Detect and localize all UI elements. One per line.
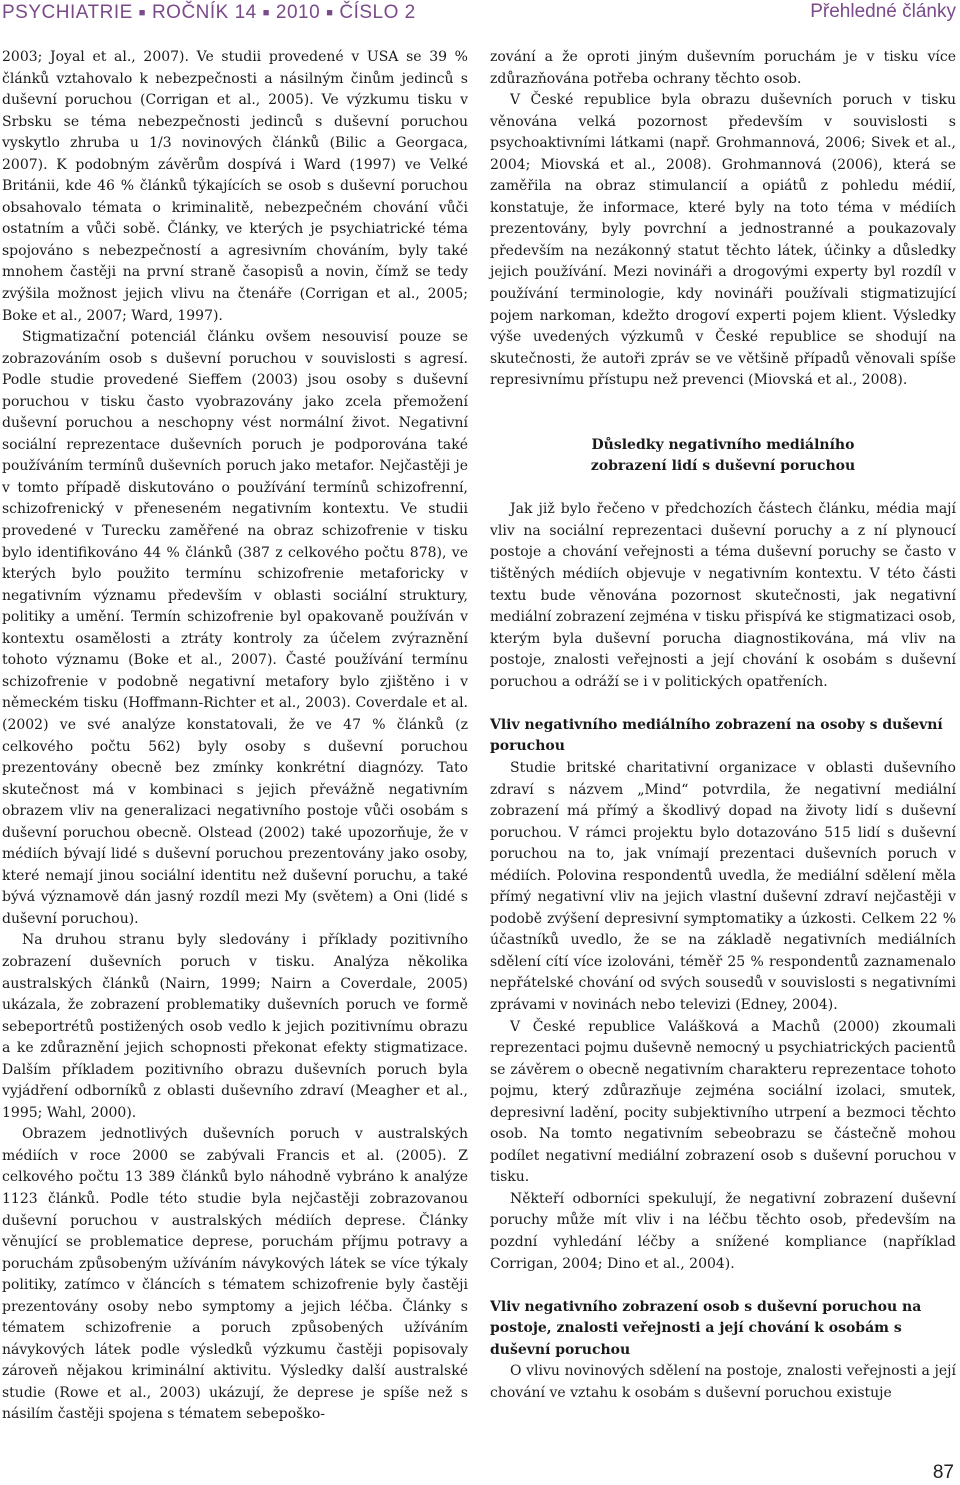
subsection-heading: Vliv negativního mediálního zobrazení na osoby s duševní poruchou: [490, 716, 943, 755]
paragraph: zování a že oproti jiným duševním poruchám je v tisku více zdůrazňována potřeba ochrany těchto osob.: [490, 49, 956, 87]
separator-square-icon: ■: [326, 7, 334, 19]
paragraph: Stigmatizační potenciál článku ovšem nesouvisí pouze se zobrazováním osob s duševní poruchou v souvislosti s agresí. Podle studie provedené Sieffem (2003) jsou osoby s duševní poruchou v tisku často vyobrazovány jako zcela přemožení duševní poruchou a neschopny vést normální život. Negativní sociální reprezentace duševních poruch je podporována také používáním termínů duševních poruch jako metafor. Nejčastěji je v tomto případě diskutováno o používání termínů schizofrenní, schizofrenický v přeneseném negativním kontextu. Ve studii provedené v Turecku zaměřené na obraz schizofrenie v tisku bylo identifikováno 44 % článků (387 z celkového počtu 878), ve kterých bylo použito termínu schizofrenie metaforicky v negativním významu především v oblasti sociální struktury, politiky a umění. Termín schizofrenie byl opakovaně používán v kontextu osamělosti a ztráty kontroly za účelem zvýraznění tohoto významu (Boke et al., 2007). Časté používání termínu schizofrenie v podobně negativní metafory bylo zjištěno i v německém tisku (Hoffmann-Richter et al., 2003). Coverdale et al. (2002) ve své analýze konstatovali, že ve 47 % článků (z celkového počtu 562) byly osoby s duševní poruchou prezentovány obecně bez zmínky konkrétní diagnózy. Tato skutečnost má v kombinaci s jejich převážně negativním obrazem vliv na generalizaci negativního postoje vůči osobám s duševní poruchou obecně. Olstead (2002) také upozorňuje, že v médiích bývají lidé s duševní poruchou prezentovány jako osoby, které nemají jinou sociální identitu než duševní poruchu, a také bývá významově dán jasný rozdíl mezi My (světem) a Oni (lidé s duševní poruchou).: [2, 329, 468, 927]
paragraph: O vlivu novinových sdělení na postoje, znalosti veřejnosti a její chování ve vztahu k osobám s duševní poruchou existuje: [490, 1363, 956, 1401]
left-column: [2, 47, 468, 1426]
right-column: [490, 47, 956, 1404]
spacer: [490, 693, 956, 715]
section-heading: [490, 435, 956, 478]
paragraph: Na druhou stranu byly sledovány i příklady pozitivního zobrazení duševních poruch v tisku. Analýza několika australských článků (Nairn, 1999; Nairn a Coverdale, 2005) ukázala, že zobrazení problematiky duševních poruch ve formě sebeportrétů postižených osob vedlo k jejich pozitivnímu obrazu a ke zdůraznění jejich schopnosti překonat efekty stigmatizace. Dalším příkladem pozitivního obrazu duševních poruch byla vyjádření odborníků z oblasti duševního zdraví (Meagher et al., 1995; Wahl, 2000).: [2, 932, 468, 1121]
paragraph: V České republice byla obrazu duševních poruch v tisku věnována velká pozornost především v souvislosti s psychoaktivními látkami (např. Grohmannová, 2006; Sivek et al., 2004; Miovská et al., 2008). Grohmannová (2006), která se zaměřila na obraz stimulancií a opiátů z pohledu médií, konstatuje, že informace, které byly na toto téma v médiích prezentovány, byly povrchní a jednostranné a poukazovaly především na nezákonný statut těchto látek, účinky a důsledky jejich používání. Mezi novináři a drogovými experty byl rozdíl v používání terminologie, kdy novináři používali stigmatizující pojem narkoman, kdežto drogoví experti pojem klient. Výsledky výše uvedených výzkumů v České republice se shodují na skutečnosti, že autoři zpráv se ve většině případů věnovali spíše represivnímu přístupu než prevenci (Miovská et al., 2008).: [490, 92, 956, 389]
spacer: [490, 478, 956, 500]
paragraph: Obrazem jednotlivých duševních poruch v australských médiích v roce 2000 se zabývali Francis et al. (2005). Z celkového počtu 13 389 článků bylo náhodně vybráno k analýze 1123 článků. Podle této studie byla nejčastěji zobrazovanou duševní poruchou v australských médiích deprese. Články věnující se problematice deprese, poruchám příjmu potravy a poruchám způsobeným užíváním návykových látek se více týkaly politiky, zatímco v článcích s tématem schizofrenie byly častěji prezentovány osoby nebo symptomy a jejich léčba. Články s tématem schizofrenie a poruch způsobených užíváním návykových látek podle výsledků výzkumu častěji popisovaly zároveň nějakou kriminální aktivitu. Výsledky další australské studie (Rowe et al., 2003) ukázují, že deprese je spíše než s násilím častěji spojena s tématem sebepoško-: [2, 1126, 468, 1423]
journal-info: [2, 2, 416, 24]
paragraph: Někteří odborníci spekulují, že negativní zobrazení duševní poruchy může mít vliv i na léčbu těchto osob, především na pozdní vyhledání léčby a snížené kompliance (například Corrigan, 2004; Dino et al., 2004).: [490, 1190, 956, 1272]
section-title: Přehledné články: [810, 1, 956, 22]
journal-year: 2010: [275, 2, 321, 23]
journal-volume: ROČNÍK 14: [151, 2, 257, 23]
journal-issue: ČÍSLO 2: [339, 2, 416, 23]
subsection-heading: Vliv negativního zobrazení osob s duševní poruchou na postoje, znalosti veřejnosti a její chování k osobám s duševní poruchou: [490, 1298, 922, 1358]
paragraph: Jak již bylo řečeno v předchozích částech článku, média mají vliv na sociální reprezentaci duševní poruchy a z ní plynoucí postoje a chování veřejnosti a téma duševní poruchy se často v tištěných médiích objevuje v negativním kontextu. V této části textu bude věnována pozornost skutečnosti, jak negativní mediální zobrazení zejména v tisku přispívá ke stigmatizaci osob, kterým byla duševní porucha diagnostikována, má vliv na postoje, znalosti veřejnosti a její chování k osobám s duševní poruchou a odráží se i v politických opatřeních.: [490, 501, 956, 690]
section-heading-line: zobrazení lidí s duševní poruchou: [590, 458, 856, 475]
separator-square-icon: ■: [138, 7, 146, 19]
page-number: 87: [932, 1462, 954, 1483]
page-header: [0, 0, 960, 30]
paragraph: Studie britské charitativní organizace v oblasti duševního zdraví s názvem „Mind“ potvrdila, že negativní mediální zobrazení má přímý a škodlivý dopad na životy lidí s duševní poruchou. V rámci projektu bylo dotazováno 515 lidí s duševní poruchou na to, jak vnímají prezentaci duševních poruch v médiích. Polovina respondentů uvedla, že mediální sdělení měla přímý negativní vliv na jejich vlastní duševní zdraví nejčastěji v podobě zvýšení depresivní symptomatiky a úzkosti. Celkem 22 % účastníků uvedlo, že se na základě negativních mediálních sdělení cítí více izolováni, téměř 25 % respondentů zaznamenalo nepřátelské chování od svých sousedů v souvislosti s negativními zprávami v novinách nebo televizi (Edney, 2004).: [490, 759, 956, 1013]
separator-square-icon: ■: [262, 7, 270, 19]
spacer: [490, 392, 956, 435]
journal-name: PSYCHIATRIE: [2, 2, 133, 23]
spacer: [490, 1275, 956, 1297]
paragraph: V České republice Valášková a Machů (2000) zkoumali reprezentaci pojmu duševně nemocný u psychiatrických pacientů se závěrem o obecně negativním charakteru reprezentace tohoto pojmu, který zdůrazňuje zejména sociální izolaci, smutek, depresivní ladění, pocity subjektivního utrpení a bezmoci těchto osob. Na tomto negativním sebeobrazu se částečně mohou podílet negativní mediální zobrazení osob s duševní poruchou v tisku.: [490, 1018, 956, 1186]
paragraph: 2003; Joyal et al., 2007). Ve studii provedené v USA se 39 % článků vztahovalo k nebezpečnosti a násilným činům jedinců s duševní poruchou (Corrigan et al., 2005). Ve výzkumu tisku v Srbsku se téma nebezpečnosti jedinců s duševní poruchou vyskytlo zhruba u 1/3 novinových článků (Bilic a Georgaca, 2007). K podobným závěrům dospívá i Ward (1997) ve Velké Británii, kde 46 % článků týkajících se osob s duševní poruchou obsahovalo témata o kriminalitě, nebezpečném chování vůči ostatním a vůči sobě. Články, ve kterých je psychiatrické téma spojováno s nebezpečností a agresivním chováním, byly také mnohem častěji na první straně časopisů a novin, čímž se tedy zvýšila možnost jejich vlivu na čtenáře (Corrigan et al., 2005; Boke et al., 2007; Ward, 1997).: [2, 49, 468, 324]
section-heading-line: Důsledky negativního mediálního: [591, 436, 855, 453]
